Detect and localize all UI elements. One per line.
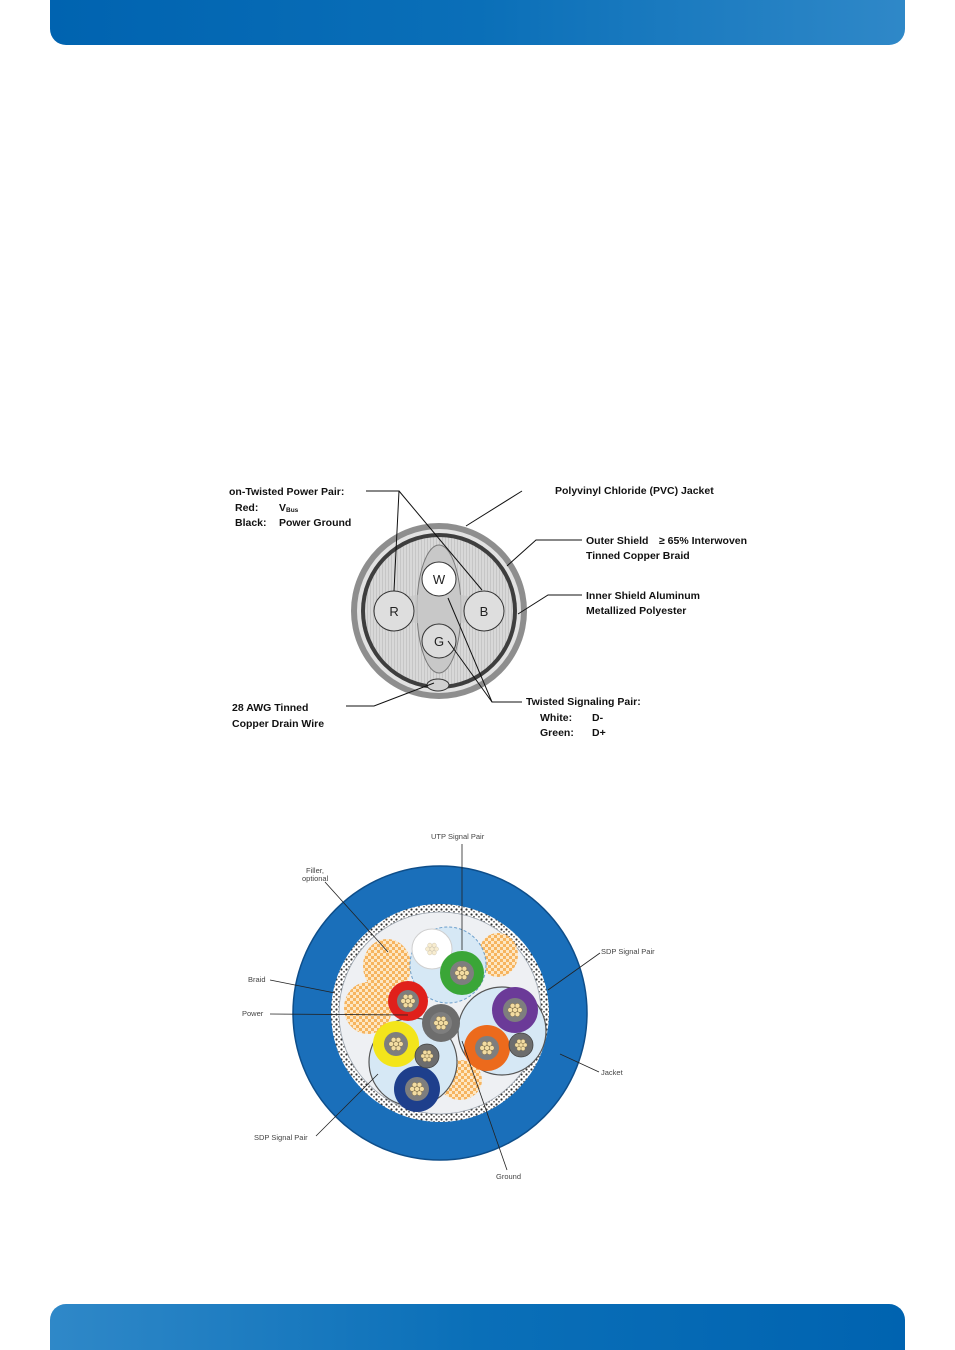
- conductor-g-letter: G: [433, 634, 445, 649]
- power-pair-title: on-Twisted Power Pair:: [229, 486, 345, 498]
- drain-wire-label-1: 28 AWG Tinned: [232, 702, 309, 714]
- conductor-b-letter: B: [479, 604, 489, 619]
- outer-shield-label-1: Outer Shield: [586, 535, 649, 547]
- signal-pair-title: Twisted Signaling Pair:: [526, 696, 641, 708]
- usb3-cable-cross-section: [230, 822, 680, 1192]
- filler-label-1: Filler,: [306, 866, 324, 875]
- white-value: D-: [592, 712, 604, 724]
- green-key: Green:: [540, 727, 574, 739]
- ground-label: Ground: [496, 1172, 522, 1181]
- filler-label-2: optional: [302, 874, 329, 883]
- usb2-cable-cross-section: [226, 478, 766, 748]
- inner-shield-label-2: Metallized Polyester: [586, 605, 687, 617]
- braid-label: Braid: [248, 975, 266, 984]
- utp-signal-pair-label: UTP Signal Pair: [431, 832, 485, 841]
- sdp-signal-pair-right-label: SDP Signal Pair: [601, 947, 655, 956]
- drain-wire: [427, 679, 449, 691]
- footer-band: [50, 1304, 905, 1350]
- power-label: Power: [242, 1009, 264, 1018]
- green-value: D+: [592, 727, 606, 739]
- jacket-label: Jacket: [601, 1068, 623, 1077]
- outer-shield-label-2: ≥ 65% Interwoven: [659, 535, 748, 547]
- header-band: [50, 0, 905, 45]
- black-key: Black:: [235, 517, 267, 529]
- black-value: Power Ground: [279, 517, 352, 529]
- red-key: Red:: [235, 502, 259, 514]
- red-value: $V_{Bus}$: [279, 502, 299, 514]
- conductor-r-letter: R: [389, 604, 399, 619]
- inner-shield-label-1: Inner Shield Aluminum: [586, 590, 700, 602]
- conductor-w-letter: W: [432, 572, 446, 587]
- white-key: White:: [540, 712, 573, 724]
- sdp-signal-pair-left-label: SDP Signal Pair: [254, 1133, 308, 1142]
- outer-shield-label-3: Tinned Copper Braid: [586, 550, 690, 562]
- drain-wire-label-2: Copper Drain Wire: [232, 718, 325, 730]
- pvc-jacket-label: Polyvinyl Chloride (PVC) Jacket: [555, 485, 714, 497]
